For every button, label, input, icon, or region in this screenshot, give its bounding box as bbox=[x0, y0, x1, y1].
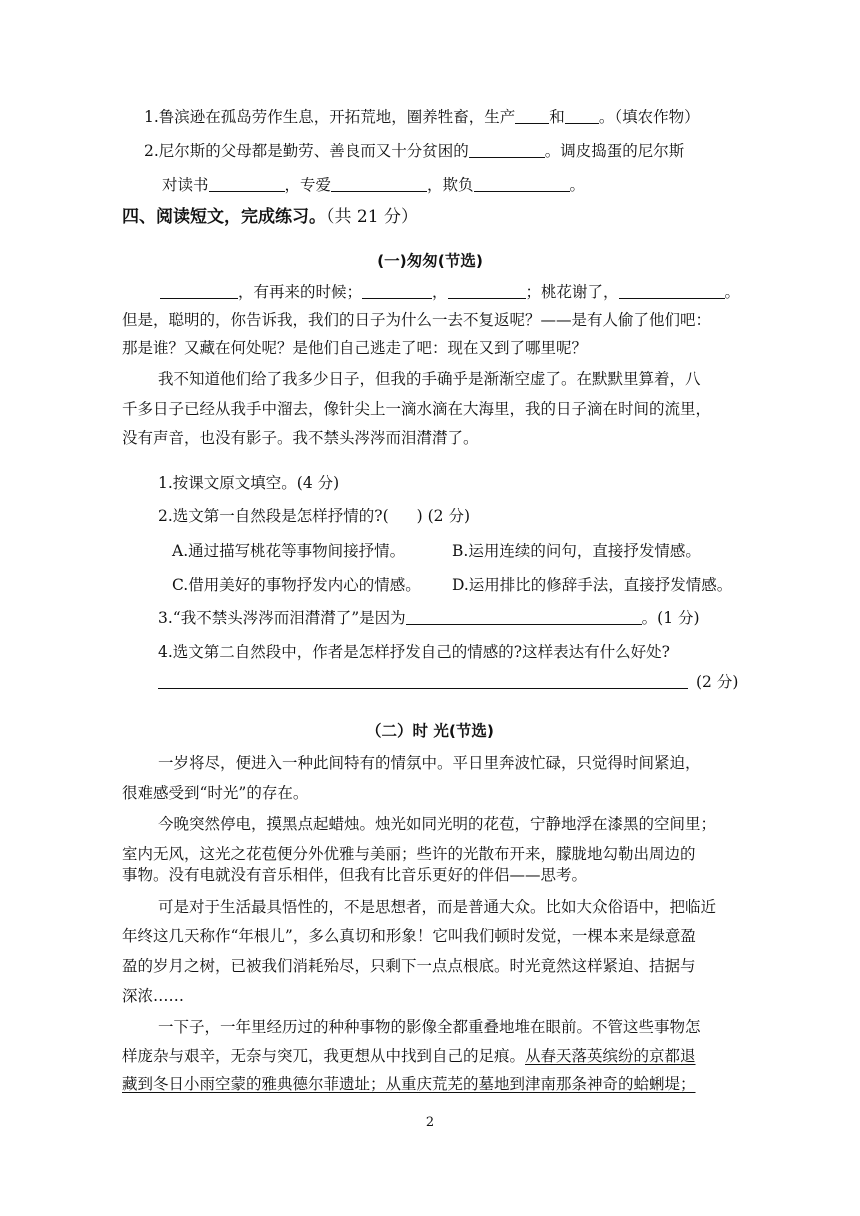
q2-text-5: ，欺负 bbox=[427, 176, 474, 194]
q2-stem: 2.选文第一自然段是怎样抒情的?( bbox=[158, 507, 389, 525]
option-a[interactable]: A.通过描写桃花等事物间接抒情。 bbox=[172, 542, 406, 560]
q3-score: 。(1 分) bbox=[641, 609, 700, 627]
p1-blank-2[interactable] bbox=[362, 282, 432, 299]
p1-blank-1[interactable] bbox=[160, 282, 238, 299]
option-c[interactable]: C.借用美好的事物抒发内心的情感。 bbox=[172, 576, 421, 594]
q1-blank-2[interactable] bbox=[565, 107, 599, 124]
question-4-answer-line bbox=[158, 671, 738, 693]
question-4: 4.选文第二自然段中，作者是怎样抒发自己的情感的?这样表达有什么好处? bbox=[158, 643, 670, 661]
q2-text-4: ，专爱 bbox=[284, 176, 332, 194]
passage-2-title: （二）时 光(节选) bbox=[365, 722, 495, 740]
passage-1-line-3: 那是谁？又藏在何处呢？是他们自己逃走了吧：现在又到了哪里呢？ bbox=[122, 339, 588, 357]
q1-text: 1.鲁滨逊在孤岛劳作生息，开拓荒地，圈养牲畜，生产 bbox=[144, 108, 516, 126]
p1-text-a: ，有再来的时候； bbox=[238, 283, 363, 301]
q1-text-hint: 。（填农作物） bbox=[598, 108, 700, 126]
p1-text-c: ；桃花谢了， bbox=[525, 283, 619, 301]
option-b[interactable]: B.运用连续的问句，直接抒发情感。 bbox=[452, 542, 701, 560]
passage-2-line-9: 深浓…… bbox=[122, 987, 185, 1005]
passage-2-line-5: 事物。没有电就没有音乐相伴，但我有比音乐更好的伴侣——思考。 bbox=[122, 866, 588, 884]
fill-question-2 bbox=[144, 140, 684, 162]
fill-question-2-cont bbox=[162, 174, 585, 196]
passage-1-line-4: 我不知道他们给了我多少日子，但我的手确乎是渐渐空虚了。在默默里算着，八 bbox=[158, 370, 701, 388]
q3-blank[interactable] bbox=[406, 608, 642, 625]
passage-2-line-4: 室内无风，这光之花苞便分外优雅与美丽；些许的光散布开来，朦胧地勾勒出周边的 bbox=[122, 845, 696, 863]
q2-blank-2[interactable] bbox=[209, 175, 285, 192]
passage-2-line-10: 一下子，一年里经历过的种种事物的影像全都重叠地堆在眼前。不管这些事物怎 bbox=[158, 1018, 701, 1036]
passage-1-title: (一)匆匆(节选) bbox=[377, 252, 483, 270]
q2-text-1: 2.尼尔斯的父母都是勤劳、善良而又十分贫困的 bbox=[144, 142, 469, 160]
fill-question-1 bbox=[144, 106, 700, 128]
passage-2-line-6: 可是对于生活最具悟性的，不是思想者，而是普通大众。比如大众俗语中，把临近 bbox=[158, 898, 717, 916]
q2-blank-4[interactable] bbox=[474, 175, 570, 192]
q2-blank-3[interactable] bbox=[331, 175, 427, 192]
section-title: 四、阅读短文，完成练习。 bbox=[122, 207, 326, 227]
p1-blank-4[interactable] bbox=[619, 282, 725, 299]
p4-underlined-text-1: 从春天落英缤纷的京都退 bbox=[525, 1047, 696, 1065]
passage-2-line-1: 一岁将尽，便进入一种此间特有的情氛中。平日里奔波忙碌，只觉得时间紧迫， bbox=[158, 754, 701, 772]
q2-score: ) (2 分) bbox=[416, 507, 471, 525]
q4-score: (2 分) bbox=[696, 673, 739, 691]
q2-blank-1[interactable] bbox=[469, 141, 545, 158]
passage-2-line-3: 今晚突然停电，摸黑点起蜡烛。烛光如同光明的花苞，宁静地浮在漆黑的空间里； bbox=[158, 815, 717, 833]
section-score: （共 21 分） bbox=[326, 207, 418, 227]
q3-stem: 3.“我不禁头涔涔而泪潸潸了”是因为 bbox=[158, 609, 406, 627]
passage-2-line-8: 盈的岁月之树，已被我们消耗殆尽，只剩下一点点根底。时光竟然这样紧迫、拮据与 bbox=[122, 957, 696, 975]
p4-plain-text: 样庞杂与艰辛，无奈与突兀，我更想从中找到自己的足痕。 bbox=[122, 1047, 526, 1065]
question-2 bbox=[158, 505, 470, 527]
passage-1-line-1 bbox=[160, 281, 740, 303]
passage-1-line-5: 千多日子已经从我手中溜去，像针尖上一滴水滴在大海里，我的日子滴在时间的流里， bbox=[122, 400, 712, 418]
q2-text-6: 。 bbox=[569, 176, 586, 194]
option-d[interactable]: D.运用排比的修辞手法，直接抒发情感。 bbox=[452, 576, 733, 594]
question-1: 1.按课文原文填空。(4 分) bbox=[158, 474, 340, 492]
passage-2-line-12: 藏到冬日小雨空蒙的雅典德尔菲遗址；从重庆荒芜的墓地到津南那条神奇的蛤蜊堤； bbox=[122, 1075, 696, 1093]
q2-text-2: 。调皮捣蛋的尼尔斯 bbox=[544, 142, 685, 160]
q1-blank-1[interactable] bbox=[515, 107, 549, 124]
page-number: 2 bbox=[425, 1115, 435, 1130]
passage-2-line-7: 年终这几天称作“年根儿”，多么真切和形象！它叫我们顿时发觉，一棵本来是绿意盈 bbox=[122, 927, 696, 945]
p1-blank-3[interactable] bbox=[448, 282, 526, 299]
question-3 bbox=[158, 607, 700, 629]
p1-text-b: ， bbox=[432, 283, 448, 301]
passage-1-line-6: 没有声音，也没有影子。我不禁头涔涔而泪潸潸了。 bbox=[122, 429, 479, 447]
q1-text-and: 和 bbox=[549, 108, 565, 126]
passage-2-line-11 bbox=[122, 1045, 696, 1067]
p1-text-d: 。 bbox=[724, 283, 741, 301]
q4-blank[interactable] bbox=[158, 672, 688, 689]
q2-text-3: 对读书 bbox=[162, 176, 209, 194]
passage-2-line-2: 很难感受到“时光”的存在。 bbox=[122, 784, 309, 802]
passage-1-line-2: 但是，聪明的，你告诉我，我们的日子为什么一去不复返呢？——是有人偷了他们吧： bbox=[122, 311, 712, 329]
section-heading bbox=[122, 206, 418, 228]
